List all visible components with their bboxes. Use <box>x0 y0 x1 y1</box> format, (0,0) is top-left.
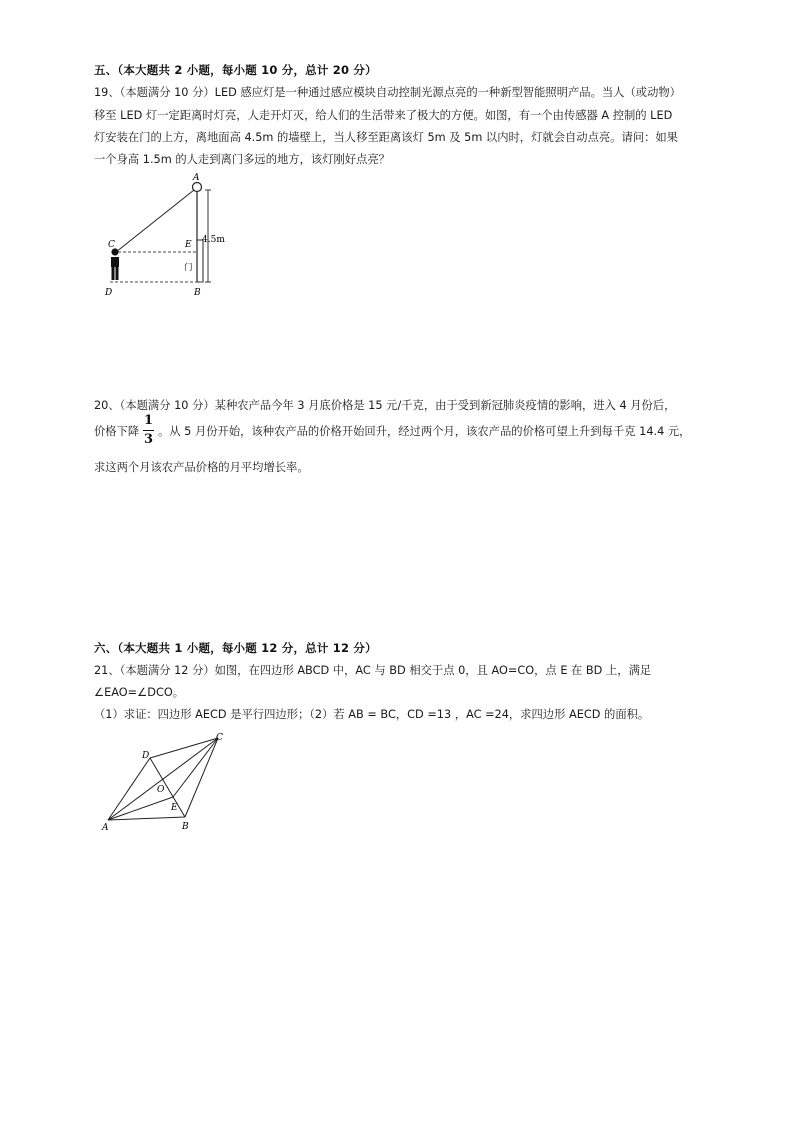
q21-line-3: （1）求证：四边形 AECD 是平行四边形；（2）若 AB = BC，CD =13 ，AC =24，求四边形 AECD 的面积。 <box>94 708 650 721</box>
fraction-denominator: 3 <box>144 432 154 447</box>
line-ca <box>116 190 194 252</box>
person-body <box>111 257 119 267</box>
q21-quadrilateral-figure <box>98 730 238 835</box>
q20-line-2-suffix: 。从 5 月份开始，该种农产品的价格开始回升，经过两个月，该农产品的价格可望上升到每千克 14.4 元， <box>158 425 691 438</box>
person-leg-left <box>112 267 115 280</box>
label-c: C <box>108 240 115 250</box>
label-b: B <box>182 822 189 832</box>
side-ab <box>108 817 185 820</box>
section-5-heading: 五、（本大题共 2 小题，每小题 10 分，总计 20 分） <box>94 63 377 77</box>
label-c: C <box>216 733 223 743</box>
label-d: D <box>142 751 150 761</box>
q19-line-2: 移至 LED 灯一定距离时灯亮，人走开灯灭，给人们的生活带来了极大的方便。如图，有一个由传感器 A 控制的 LED <box>94 109 673 122</box>
side-da <box>108 758 150 820</box>
segment-ec <box>173 738 218 797</box>
fraction-numerator: 1 <box>144 413 154 428</box>
q20-line-3: 求这两个月该农产品价格的月平均增长率。 <box>94 461 309 474</box>
side-cd <box>150 738 218 758</box>
segment-ae <box>108 797 173 820</box>
q19-line-1: 19、（本题满分 10 分）LED 感应灯是一种通过感应模块自动控制光源点亮的一种新型智能照明产品。当人（或动物） <box>94 86 681 99</box>
label-b: B <box>194 288 201 298</box>
q19-led-figure <box>100 170 250 300</box>
label-d: D <box>105 288 113 298</box>
label-e: E <box>185 240 192 250</box>
q21-line-2: ∠EAO=∠DCO。 <box>94 686 185 699</box>
q21-line-1: 21、（本题满分 12 分）如图，在四边形 ABCD 中，AC 与 BD 相交于点 0，且 AO=CO，点 E 在 BD 上，满足 <box>94 664 652 677</box>
q19-line-3: 灯安装在门的上方，离地面高 4.5m 的墙壁上，当人移至距离该灯 5m 及 5m 以内时，灯就会自动点亮。请问：如果 <box>94 131 678 144</box>
q20-line-2-prefix: 价格下降 <box>94 425 140 438</box>
label-a: A <box>193 173 200 183</box>
label-o: O <box>157 785 165 795</box>
q19-line-4: 一个身高 1.5m 的人走到离门多远的地方，该灯刚好点亮？ <box>94 153 390 166</box>
label-a: A <box>102 823 109 833</box>
q20-line-1: 20、（本题满分 10 分）某种农产品今年 3 月底价格是 15 元/千克，由于受到新冠肺炎疫情的影响，进入 4 月份后， <box>94 399 676 412</box>
label-height: 4.5m <box>202 235 225 245</box>
label-door: 门 <box>184 263 193 273</box>
person-leg-right <box>116 267 119 280</box>
door-frame <box>197 240 203 282</box>
section-6-heading: 六、（本大题共 1 小题，每小题 12 分，总计 12 分） <box>94 641 377 655</box>
label-e: E <box>171 803 178 813</box>
